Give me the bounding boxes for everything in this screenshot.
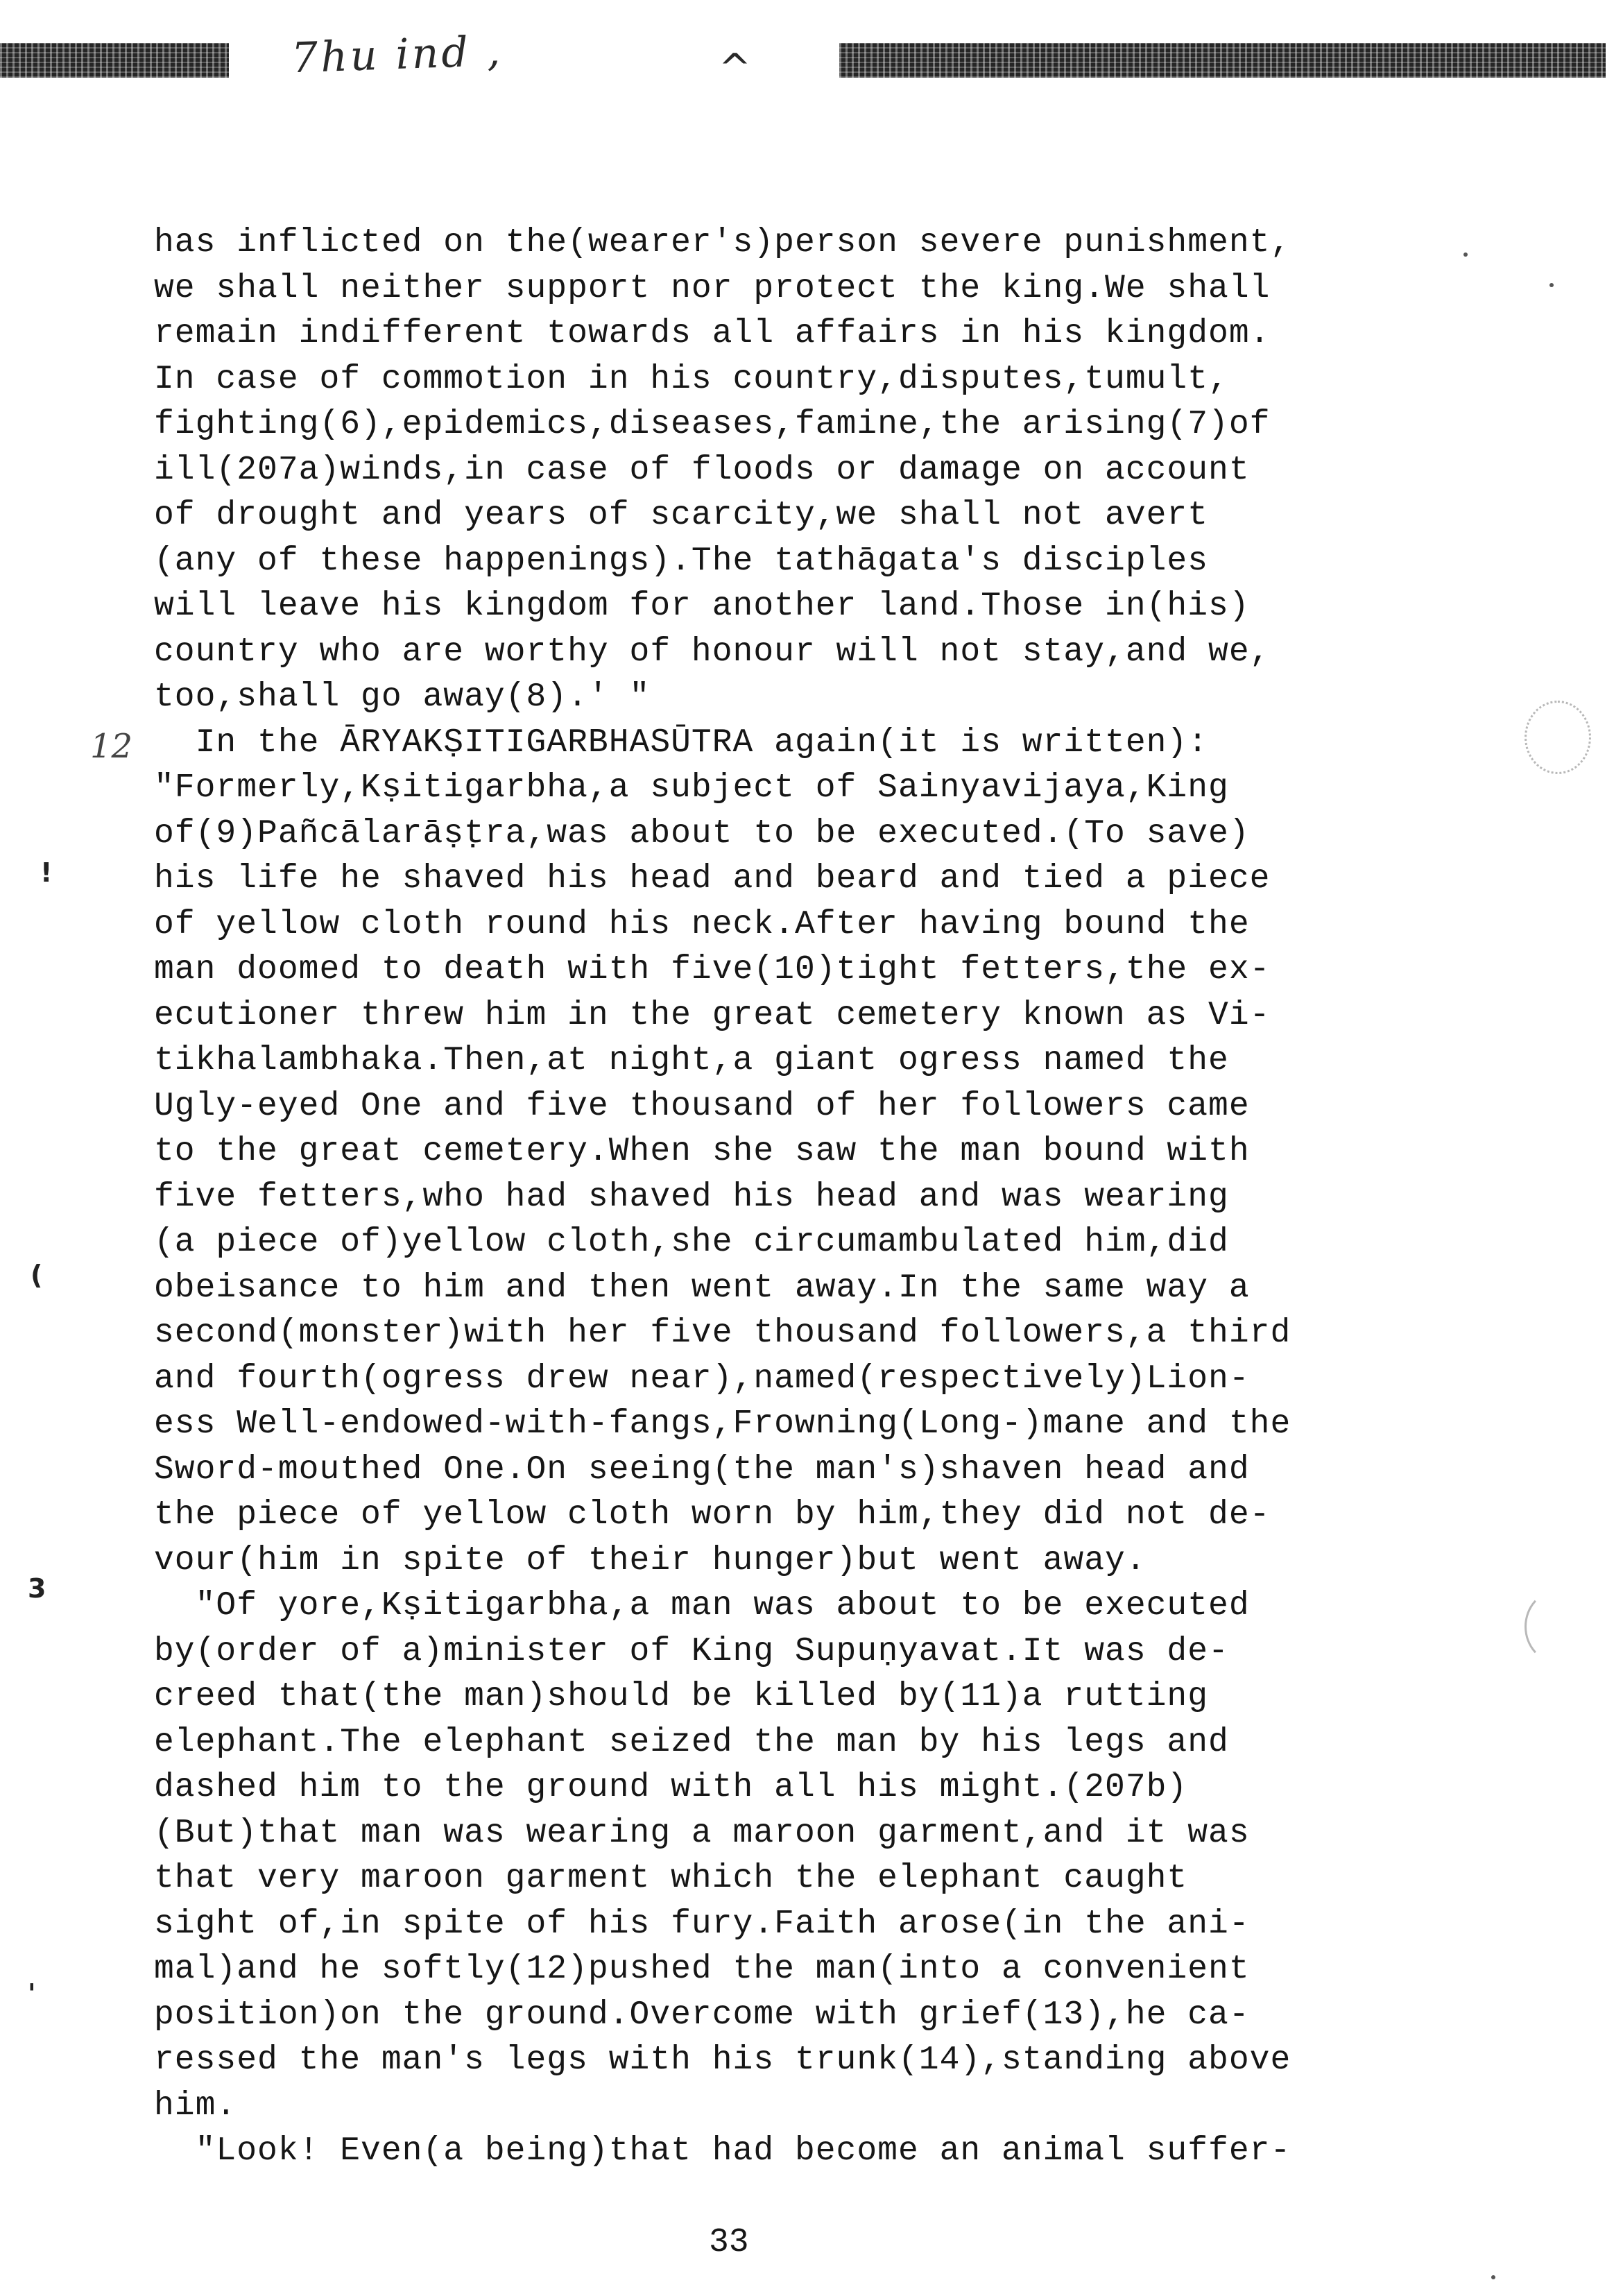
- text-line: second(monster)with her five thousand followers,a third: [154, 1314, 1291, 1352]
- text-line: five fetters,who had shaved his head and was wearing: [154, 1178, 1229, 1216]
- scan-speck: [1463, 252, 1468, 257]
- margin-handwritten-number: 12: [90, 727, 133, 766]
- text-line: tikhalambhaka.Then,at night,a giant ogress named the: [154, 1042, 1229, 1079]
- text-line: we shall neither support nor protect the king.We shall: [154, 269, 1271, 307]
- punch-hole-top: [1525, 701, 1591, 774]
- text-line: and fourth(ogress drew near),named(respectively)Lion-: [154, 1360, 1250, 1398]
- header-scan-artifact-right: [839, 43, 1606, 78]
- text-line: obeisance to him and then went away.In the same way a: [154, 1269, 1250, 1307]
- text-line: ess Well-endowed-with-fangs,Frowning(Long-)mane and the: [154, 1405, 1291, 1443]
- text-line: ill(207a)winds,in case of floods or damage on account: [154, 451, 1250, 489]
- scan-speck: [1491, 2275, 1495, 2279]
- text-line: mal)and he softly(12)pushed the man(into a convenient: [154, 1951, 1250, 1988]
- text-line: of drought and years of scarcity,we shall not avert: [154, 497, 1209, 534]
- text-line: (But)that man was wearing a maroon garment,and it was: [154, 1814, 1250, 1852]
- text-line: of yellow cloth round his neck.After having bound the: [154, 905, 1250, 943]
- margin-tick-mark: (: [31, 1260, 43, 1290]
- handwritten-caret-mark: ^: [719, 46, 751, 91]
- handwritten-header-note: 7hu ind ,: [290, 26, 504, 83]
- text-line: too,shall go away(8).' ": [154, 678, 651, 716]
- text-line: "Formerly,Kṣitigarbha,a subject of Sainyavijaya,King: [154, 769, 1229, 807]
- text-line: elephant.The elephant seized the man by his legs and: [154, 1723, 1229, 1761]
- text-line: ecutioner threw him in the great cemetery known as Vi-: [154, 996, 1271, 1034]
- text-line: fighting(6),epidemics,diseases,famine,the arising(7)of: [154, 406, 1271, 443]
- text-line: has inflicted on the(wearer's)person severe punishment,: [154, 224, 1291, 262]
- text-line: his life he shaved his head and beard and tied a piece: [154, 860, 1271, 898]
- scan-speck: [1549, 283, 1554, 287]
- text-line: In the ĀRYAKṢITIGARBHASŪTRA again(it is written):: [154, 723, 1209, 762]
- text-line: of(9)Pañcālarāṣṭra,was about to be executed.(To save): [154, 814, 1250, 853]
- text-line: vour(him in spite of their hunger)but went away.: [154, 1541, 1147, 1579]
- text-line: Sword-mouthed One.On seeing(the man's)shaven head and: [154, 1450, 1250, 1489]
- page-number: 33: [709, 2224, 749, 2261]
- text-line: to the great cemetery.When she saw the man bound with: [154, 1133, 1250, 1170]
- text-line: In case of commotion in his country,disputes,tumult,: [154, 360, 1229, 398]
- text-line: sight of,in spite of his fury.Faith arose(in the ani-: [154, 1905, 1250, 1943]
- text-line: that very maroon garment which the elephant caught: [154, 1860, 1188, 1897]
- header-scan-artifact-left: [0, 43, 229, 78]
- text-line: will leave his kingdom for another land.Those in(his): [154, 588, 1250, 625]
- text-line: "Of yore,Kṣitigarbha,a man was about to be executed: [154, 1587, 1250, 1625]
- document-body-text: [154, 221, 1458, 2175]
- text-line: (a piece of)yellow cloth,she circumambulated him,did: [154, 1224, 1229, 1261]
- text-line: "Look! Even(a being)that had become an animal suffer-: [154, 2132, 1291, 2170]
- margin-tick-mark: !: [40, 857, 53, 888]
- text-line: ressed the man's legs with his trunk(14),standing above: [154, 2041, 1291, 2079]
- punch-hole-bottom: [1525, 1590, 1591, 1663]
- text-line: Ugly-eyed One and five thousand of her followers came: [154, 1087, 1250, 1125]
- margin-tick-mark: ': [28, 1978, 36, 2009]
- text-line: him.: [154, 2087, 237, 2125]
- text-line: position)on the ground.Overcome with grief(13),he ca-: [154, 1996, 1250, 2034]
- text-line: the piece of yellow cloth worn by him,they did not de-: [154, 1496, 1271, 1534]
- text-line: creed that(the man)should be killed by(11)a rutting: [154, 1678, 1209, 1715]
- text-line: man doomed to death with five(10)tight fetters,the ex-: [154, 951, 1271, 988]
- text-line: by(order of a)minister of King Supuṇyavat.It was de-: [154, 1632, 1229, 1670]
- text-line: country who are worthy of honour will not stay,and we,: [154, 633, 1271, 671]
- text-line: dashed him to the ground with all his might.(207b): [154, 1769, 1188, 1806]
- text-line: (any of these happenings).The tathāgata's disciples: [154, 542, 1209, 580]
- text-line: remain indifferent towards all affairs in his kingdom.: [154, 315, 1271, 352]
- margin-tick-mark: 3: [28, 1573, 46, 1604]
